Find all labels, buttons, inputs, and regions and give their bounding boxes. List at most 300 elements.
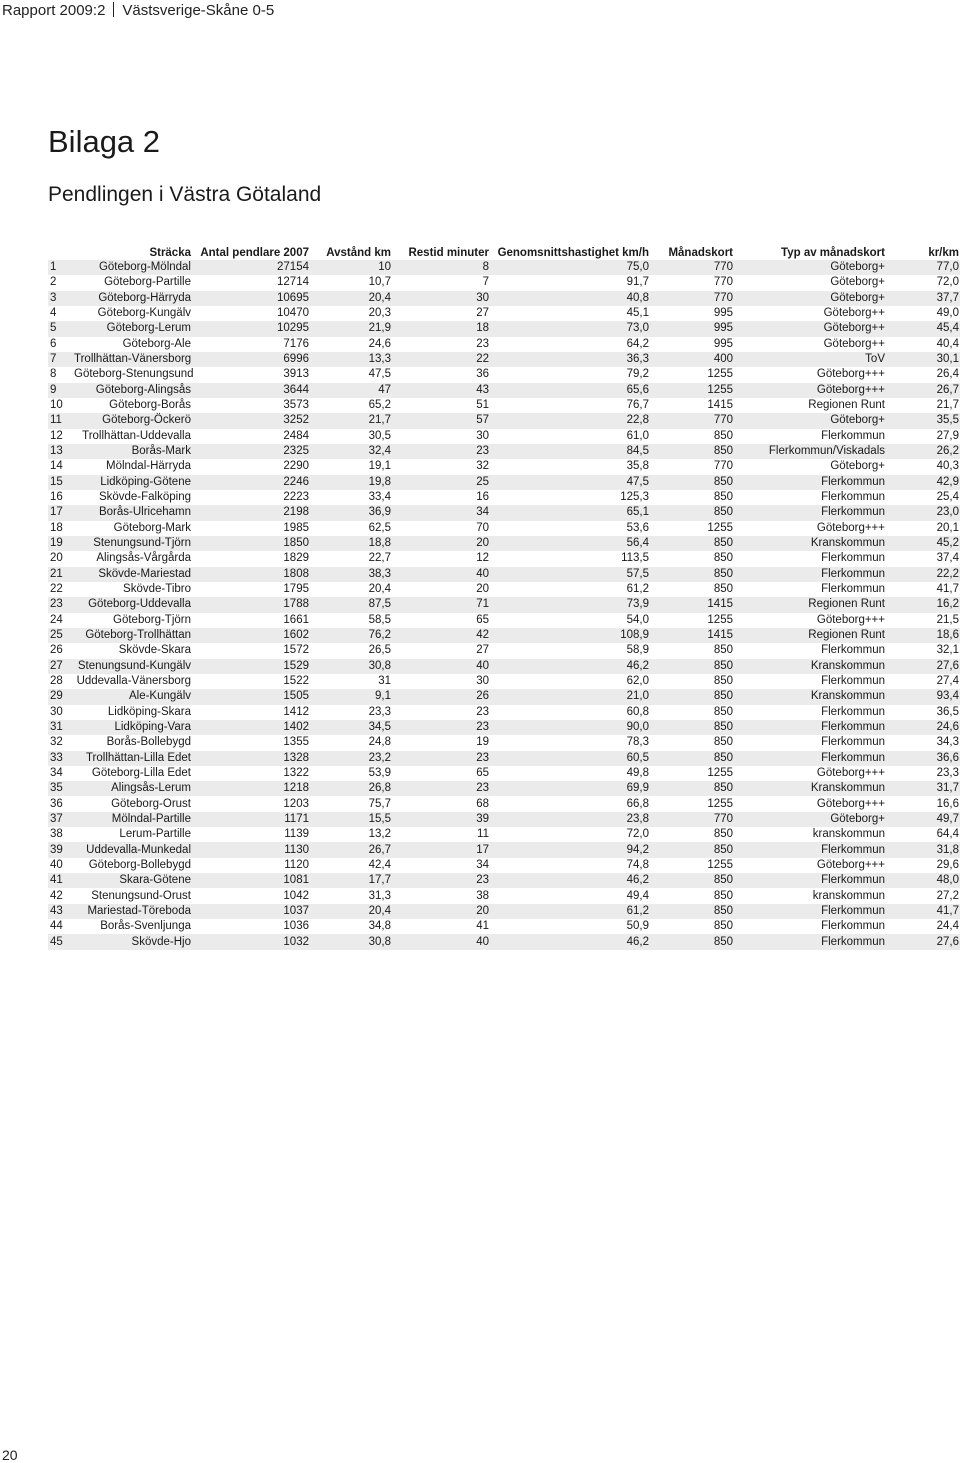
cell-distance-km: 19,1 [368,460,391,473]
cell-route: Lidköping-Vara [74,720,192,735]
cell-row-number: 18 [50,521,63,534]
cell-average-speed: 66,8 [626,797,649,810]
cell-row-number: 13 [48,444,74,459]
cell-row-number: 7 [48,352,74,367]
cell-monthly-pass-type: Göteborg+++ [816,766,885,779]
cell-commuters-2007: 1985 [283,521,309,534]
cell-route: Göteborg-Bollebygd [88,858,191,871]
cell-route: Uddevalla-Munkedal [74,842,192,857]
cell-distance-km: 34,8 [368,920,391,933]
cell-monthly-pass-price: 850 [650,505,734,520]
cell-row-number: 6 [50,337,57,350]
cell-monthly-pass-type: Flerkommun [734,934,886,949]
cell-row-number: 44 [50,920,63,933]
cell-commuters-2007: 1529 [192,659,310,674]
cell-distance-km: 9,1 [310,689,392,704]
cell-travel-time-min: 20 [392,904,490,919]
cell-average-speed: 69,9 [490,781,650,796]
cell-monthly-pass-type: Flerkommun [821,491,885,504]
cell-average-speed: 23,8 [490,812,650,827]
cell-cost-per-km: 16,2 [886,597,960,612]
table-row [48,260,960,275]
cell-monthly-pass-price: 850 [650,444,734,459]
cell-travel-time-min: 7 [482,276,489,289]
cell-average-speed: 46,2 [490,659,650,674]
cell-average-speed: 65,1 [490,505,650,520]
cell-cost-per-km: 35,5 [886,413,960,428]
cell-average-speed: 125,3 [620,491,649,504]
cell-travel-time-min: 23 [392,720,490,735]
cell-monthly-pass-price: 1255 [707,613,733,626]
cell-distance-km: 23,2 [310,751,392,766]
cell-cost-per-km: 25,4 [936,491,959,504]
cell-row-number: 26 [50,644,63,657]
cell-travel-time-min: 18 [392,321,490,336]
header-row [48,245,960,260]
cell-distance-km: 15,5 [310,812,392,827]
cell-travel-time-min: 23 [392,873,490,888]
cell-travel-time-min: 65 [476,613,489,626]
cell-travel-time-min: 41 [476,920,489,933]
cell-commuters-2007: 1120 [284,858,309,871]
cell-travel-time-min: 20 [476,583,489,596]
table-row [48,689,960,704]
table-row [48,306,960,321]
table-row [48,521,960,536]
cell-commuters-2007: 3913 [283,368,309,381]
cell-commuters-2007: 1130 [192,842,310,857]
cell-average-speed: 73,0 [490,321,650,336]
cell-average-speed: 91,7 [626,276,649,289]
cell-travel-time-min: 71 [392,597,490,612]
cell-monthly-pass-price: 850 [713,828,733,841]
cell-row-number: 36 [50,797,63,810]
table-row [48,888,960,903]
cell-distance-km: 30,5 [368,429,391,442]
cell-route: Göteborg-Orust [111,797,191,810]
cell-monthly-pass-type: Göteborg+++ [816,521,885,534]
cell-cost-per-km: 72,0 [936,276,959,289]
cell-commuters-2007: 1795 [283,583,309,596]
cell-route: Göteborg-Härryda [74,291,192,306]
cell-distance-km: 10,7 [368,276,391,289]
cell-distance-km: 22,7 [368,552,391,565]
cell-row-number: 21 [48,567,74,582]
cell-route: Göteborg-Stenungsund [74,368,194,381]
cell-cost-per-km: 48,0 [886,873,960,888]
cell-monthly-pass-type: Flerkommun [734,720,886,735]
table-row [48,766,960,781]
cell-travel-time-min: 39 [392,812,490,827]
cell-cost-per-km: 40,4 [936,337,959,350]
cell-travel-time-min: 27 [476,307,489,320]
cell-commuters-2007: 2290 [283,460,309,473]
cell-row-number: 33 [48,751,74,766]
cell-row-number: 4 [50,307,57,320]
cell-cost-per-km: 27,2 [936,889,959,902]
header-divider [113,2,114,17]
cell-monthly-pass-type: ToV [734,352,886,367]
cell-monthly-pass-price: 1255 [650,383,734,398]
cell-monthly-pass-price: 850 [650,842,734,857]
cell-route: Skövde-Falköping [98,491,191,504]
cell-average-speed: 61,2 [490,904,650,919]
cell-monthly-pass-type: Flerkommun [734,904,886,919]
cell-monthly-pass-price: 400 [650,352,734,367]
table-row [48,429,960,444]
cell-cost-per-km: 41,7 [936,583,959,596]
cell-travel-time-min: 25 [392,475,490,490]
table-row [48,551,960,566]
cell-cost-per-km: 93,4 [886,689,960,704]
cell-cost-per-km: 23,3 [936,766,959,779]
cell-monthly-pass-type: Göteborg++ [823,337,885,350]
cell-commuters-2007: 1602 [192,628,310,643]
cell-commuters-2007: 2325 [192,444,310,459]
cell-commuters-2007: 1322 [283,766,309,779]
table-row [48,842,960,857]
cell-distance-km: 20,3 [368,307,391,320]
cell-cost-per-km: 26,2 [886,444,960,459]
cell-travel-time-min: 42 [392,628,490,643]
cell-monthly-pass-price: 850 [650,904,734,919]
cell-route: Stenungsund-Kungälv [74,659,192,674]
cell-monthly-pass-price: 850 [650,536,734,551]
cell-distance-km: 47 [310,383,392,398]
cell-average-speed: 53,6 [626,521,649,534]
cell-cost-per-km: 31,7 [886,781,960,796]
cell-commuters-2007: 2223 [283,491,309,504]
table-row [48,751,960,766]
cell-distance-km: 30,8 [310,934,392,949]
cell-monthly-pass-price: 850 [650,873,734,888]
cell-row-number: 27 [48,659,74,674]
cell-average-speed: 57,5 [490,567,650,582]
table-row [48,459,960,474]
table-row [48,413,960,428]
cell-cost-per-km: 45,4 [886,321,960,336]
cell-average-speed: 58,9 [626,644,649,657]
cell-route: Borås-Ulricehamn [74,505,192,520]
cell-distance-km: 76,2 [310,628,392,643]
cell-cost-per-km: 32,1 [936,644,959,657]
cell-distance-km: 62,5 [368,521,391,534]
cell-average-speed: 84,5 [490,444,650,459]
cell-row-number: 2 [50,276,57,289]
cell-commuters-2007: 1808 [192,567,310,582]
cell-cost-per-km: 64,4 [936,828,959,841]
cell-average-speed: 49,4 [626,889,649,902]
cell-monthly-pass-type: Flerkommun [821,705,885,718]
cell-average-speed: 108,9 [490,628,650,643]
cell-average-speed: 61,2 [626,583,649,596]
cell-commuters-2007: 1402 [192,720,310,735]
cell-row-number: 37 [48,812,74,827]
cell-average-speed: 45,1 [626,307,649,320]
cell-travel-time-min: 8 [392,260,490,275]
cell-average-speed: 46,2 [490,873,650,888]
cell-cost-per-km: 26,7 [886,383,960,398]
cell-distance-km: 20,4 [310,904,392,919]
cell-average-speed: 76,7 [626,399,649,412]
cell-monthly-pass-price: 850 [713,491,733,504]
cell-cost-per-km: 36,5 [936,705,959,718]
cell-monthly-pass-type: Flerkommun [821,736,885,749]
cell-travel-time-min: 43 [392,383,490,398]
cell-route: Mariestad-Töreboda [74,904,192,919]
cell-monthly-pass-type: Kranskommun [734,689,886,704]
cell-route: Stenungsund-Tjörn [74,536,192,551]
table-row [48,858,960,873]
cell-monthly-pass-type: Flerkommun [734,475,886,490]
cell-row-number: 22 [50,583,63,596]
cell-travel-time-min: 12 [476,552,489,565]
cell-monthly-pass-type: Flerkommun [734,567,886,582]
cell-monthly-pass-price: 850 [713,920,733,933]
cell-average-speed: 35,8 [626,460,649,473]
cell-route: Ale-Kungälv [74,689,192,704]
cell-row-number: 40 [50,858,63,871]
cell-route: Skövde-Tibro [123,583,191,596]
cell-average-speed: 22,8 [490,413,650,428]
table-row [48,505,960,520]
cell-distance-km: 26,8 [310,781,392,796]
cell-cost-per-km: 18,6 [886,628,960,643]
cell-cost-per-km: 23,0 [886,505,960,520]
cell-travel-time-min: 68 [476,797,489,810]
cell-monthly-pass-price: 770 [650,291,734,306]
cell-cost-per-km: 41,7 [886,904,960,919]
cell-travel-time-min: 11 [477,828,489,841]
cell-average-speed: 74,8 [626,858,649,871]
cell-route: Göteborg-Kungälv [97,307,191,320]
cell-route: Mölndal-Härryda [105,460,191,473]
cell-commuters-2007: 1572 [283,644,309,657]
table-row [48,735,960,750]
cell-monthly-pass-type: Regionen Runt [734,628,886,643]
cell-monthly-pass-price: 1415 [650,597,734,612]
cell-cost-per-km: 27,4 [936,675,959,688]
cell-row-number: 11 [48,413,74,428]
column-header-route: Sträcka [149,246,191,259]
cell-row-number: 5 [48,321,74,336]
table-row [48,398,960,413]
cell-distance-km: 36,9 [310,505,392,520]
cell-average-speed: 21,0 [490,689,650,704]
cell-distance-km: 18,8 [310,536,392,551]
cell-monthly-pass-type: Flerkommun [821,552,885,565]
table-row [48,536,960,551]
cell-route: Borås-Svenljunga [100,920,191,933]
cell-row-number: 30 [50,705,63,718]
cell-monthly-pass-type: Kranskommun [734,536,886,551]
cell-monthly-pass-type: kranskommun [812,828,885,841]
cell-distance-km: 13,3 [310,352,392,367]
cell-monthly-pass-price: 850 [713,644,733,657]
cell-distance-km: 75,7 [368,797,391,810]
cell-monthly-pass-price: 1255 [707,766,733,779]
section-title: Pendlingen i Västra Götaland [48,183,322,206]
cell-average-speed: 36,3 [490,352,650,367]
cell-monthly-pass-price: 1255 [707,521,733,534]
cell-distance-km: 10 [310,260,392,275]
table-row [48,475,960,490]
cell-route: Lidköping-Skara [107,705,191,718]
cell-travel-time-min: 40 [392,934,490,949]
cell-row-number: 23 [48,597,74,612]
cell-monthly-pass-type: Flerkommun [821,429,885,442]
cell-route: Göteborg-Uddevalla [74,597,192,612]
cell-average-speed: 73,9 [490,597,650,612]
cell-monthly-pass-price: 1255 [707,797,733,810]
cell-monthly-pass-type: Kranskommun [734,659,886,674]
cell-monthly-pass-type: Göteborg+++ [816,368,885,381]
column-header-average-speed: Genomsnittshastighet km/h [497,246,649,259]
cell-route: Alingsås-Lerum [74,781,192,796]
cell-distance-km: 23,3 [368,705,391,718]
cell-average-speed: 61,0 [626,429,649,442]
cell-travel-time-min: 34 [392,505,490,520]
cell-monthly-pass-type: Flerkommun [734,873,886,888]
cell-row-number: 9 [48,383,74,398]
cell-travel-time-min: 23 [476,705,489,718]
cell-travel-time-min: 32 [476,460,489,473]
appendix-title: Bilaga 2 [48,124,161,159]
cell-monthly-pass-price: 770 [713,460,733,473]
cell-cost-per-km: 42,9 [886,475,960,490]
cell-monthly-pass-type: Flerkommun [821,583,885,596]
cell-monthly-pass-type: Kranskommun [734,781,886,796]
table-row [48,490,960,505]
cell-cost-per-km: 29,6 [936,858,959,871]
cell-row-number: 25 [48,628,74,643]
cell-distance-km: 53,9 [368,766,391,779]
table-row [48,321,960,336]
cell-row-number: 39 [48,842,74,857]
cell-cost-per-km: 21,5 [936,613,959,626]
cell-commuters-2007: 1788 [192,597,310,612]
cell-monthly-pass-price: 995 [713,307,733,320]
cell-monthly-pass-type: Flerkommun [821,644,885,657]
table-row [48,919,960,934]
cell-cost-per-km: 22,2 [886,567,960,582]
table-row [48,567,960,582]
cell-travel-time-min: 26 [392,689,490,704]
cell-average-speed: 60,5 [490,751,650,766]
cell-row-number: 31 [48,720,74,735]
cell-monthly-pass-price: 850 [650,567,734,582]
cell-monthly-pass-type: Flerkommun/Viskadals [734,444,886,459]
cell-monthly-pass-price: 770 [713,276,733,289]
cell-route: Skövde-Hjo [74,934,192,949]
cell-average-speed: 72,0 [626,828,649,841]
cell-travel-time-min: 34 [476,858,489,871]
cell-route: Göteborg-Alingsås [74,383,192,398]
cell-travel-time-min: 70 [476,521,489,534]
cell-commuters-2007: 1850 [192,536,310,551]
table-row [48,582,960,597]
cell-monthly-pass-type: Regionen Runt [734,597,886,612]
column-header-monthly-pass-type: Typ av månadskort [781,246,885,259]
cell-distance-km: 38,3 [310,567,392,582]
cell-cost-per-km: 24,6 [886,720,960,735]
cell-cost-per-km: 27,6 [886,659,960,674]
cell-row-number: 45 [48,934,74,949]
cell-cost-per-km: 37,7 [886,291,960,306]
cell-monthly-pass-type: Flerkommun [734,842,886,857]
cell-row-number: 3 [48,291,74,306]
cell-average-speed: 56,4 [490,536,650,551]
cell-cost-per-km: 26,4 [936,368,959,381]
column-header-distance-km: Avstånd km [326,246,391,259]
cell-distance-km: 20,4 [368,583,391,596]
table-row [48,367,960,382]
cell-row-number: 24 [50,613,63,626]
cell-monthly-pass-price: 850 [713,736,733,749]
table-body [48,260,960,950]
cell-cost-per-km: 45,2 [886,536,960,551]
cell-monthly-pass-price: 850 [713,429,733,442]
cell-monthly-pass-type: kranskommun [812,889,885,902]
cell-average-speed: 40,8 [490,291,650,306]
cell-commuters-2007: 1829 [283,552,309,565]
cell-route: Borås-Mark [74,444,192,459]
cell-commuters-2007: 7176 [283,337,309,350]
cell-monthly-pass-price: 850 [650,689,734,704]
table-row [48,796,960,811]
table-row [48,873,960,888]
cell-row-number: 17 [48,505,74,520]
cell-average-speed: 113,5 [621,552,649,565]
report-number: Rapport 2009:2 [2,2,106,19]
cell-commuters-2007: 1661 [283,613,309,626]
cell-average-speed: 79,2 [626,368,649,381]
cell-route: Göteborg-Trollhättan [74,628,192,643]
table-row [48,275,960,290]
cell-row-number: 29 [48,689,74,704]
cell-cost-per-km: 34,3 [936,736,959,749]
cell-cost-per-km: 24,4 [936,920,959,933]
cell-row-number: 42 [50,889,63,902]
column-header-commuters-2007: Antal pendlare 2007 [200,246,309,259]
cell-route: Trollhättan-Uddevalla [82,429,191,442]
table-row [48,628,960,643]
cell-monthly-pass-type: Göteborg+ [734,291,886,306]
cell-monthly-pass-price: 850 [650,781,734,796]
cell-row-number: 38 [50,828,63,841]
cell-cost-per-km: 31,8 [886,842,960,857]
table-row [48,613,960,628]
cell-route: Göteborg-Mölndal [74,260,192,275]
cell-route: Lerum-Partille [119,828,191,841]
cell-monthly-pass-price: 850 [650,475,734,490]
cell-monthly-pass-price: 850 [713,705,733,718]
table-row [48,337,960,352]
cell-distance-km: 21,9 [310,321,392,336]
cell-travel-time-min: 16 [476,491,489,504]
cell-average-speed: 65,6 [490,383,650,398]
table-row [48,812,960,827]
cell-route: Borås-Bollebygd [106,736,191,749]
cell-travel-time-min: 23 [392,751,490,766]
cell-travel-time-min: 30 [476,675,489,688]
running-header [2,2,274,19]
cell-travel-time-min: 51 [476,399,489,412]
table-row [48,705,960,720]
cell-cost-per-km: 40,3 [936,460,959,473]
cell-commuters-2007: 1505 [192,689,310,704]
table-row [48,659,960,674]
